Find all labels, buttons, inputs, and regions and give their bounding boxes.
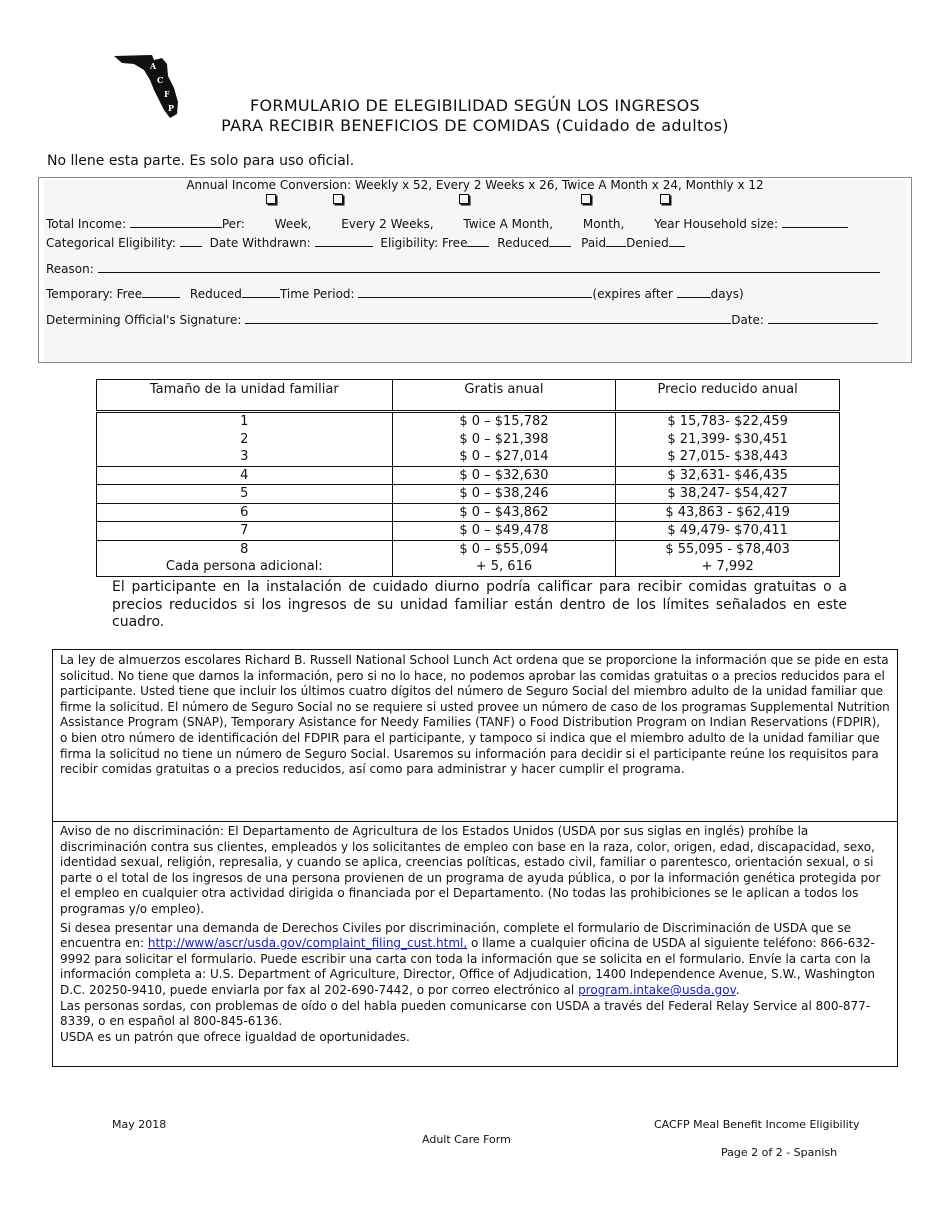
title-line-2: PARA RECIBIR BENEFICIOS DE COMIDAS (Cuidado de adultos): [221, 116, 729, 135]
freq-year: Year: [654, 217, 680, 231]
income-guidelines-table: [96, 379, 840, 577]
temporary-row: [46, 286, 744, 301]
header-reduced-annual: Precio reducido anual: [616, 380, 840, 412]
title-line-1: FORMULARIO DE ELEGIBILIDAD SEGÚN LOS INGRESOS: [250, 96, 700, 115]
table-row: [97, 431, 840, 449]
eligibility-paid-label: Paid: [581, 236, 607, 250]
para2-mid: o llame a cualquier oficina de USDA al siguiente teléfono: 866-632-9992 para solicitar el formulario. Puede escribir una carta con toda la información que se solicita en el formulario. Envíe la carta con la información completa a: U.S. Department of Agriculture, Director, Office of Adjudication, 1400 Independence Avenue, S.W., Washington D.C. 20250-9410, puede enviarla por fax al 202-690-7442, o por correo electrónico al: [60, 936, 876, 997]
table-cell: $ 21,399- $30,451: [616, 431, 840, 449]
logo-letter-c: C: [157, 75, 164, 85]
table-cell: 1: [97, 412, 393, 431]
footer-page: Page 2 of 2 - Spanish: [721, 1146, 838, 1159]
total-income-row: [46, 216, 848, 231]
para2-start: Si desea presentar una demanda de Derechos Civiles por discriminación, complete el formulario de Discriminación de USDA que se encuentra en:: [60, 920, 851, 951]
table-cell: 8: [97, 540, 393, 558]
signature-label: Determining Official's Signature:: [46, 313, 242, 327]
table-cell: $ 55,095 - $78,403: [616, 540, 840, 558]
table-cell: $ 0 – $32,630: [392, 466, 616, 485]
table-cell: $ 15,783- $22,459: [616, 412, 840, 431]
time-period-field[interactable]: [358, 286, 592, 298]
logo-letter-p: P: [168, 103, 175, 113]
table-cell: + 5, 616: [392, 558, 616, 576]
official-use-heading: No llene esta parte. Es solo para uso oficial.: [38, 152, 912, 178]
table-cell: Cada persona adicional:: [97, 558, 393, 576]
legal-notices-divider: [52, 821, 898, 822]
signature-field[interactable]: [245, 312, 731, 324]
table-cell: $ 0 – $55,094: [392, 540, 616, 558]
eligibility-reduced-field[interactable]: [549, 235, 571, 247]
privacy-notice: [60, 653, 890, 778]
checkbox-twice-a-month[interactable]: [459, 194, 469, 204]
program-intake-email-link[interactable]: program.intake@usda.gov: [578, 982, 736, 997]
footer-form-name: CACFP Meal Benefit Income Eligibility: [654, 1118, 860, 1131]
eligibility-denied-field[interactable]: [669, 235, 685, 247]
categorical-field[interactable]: [180, 235, 202, 247]
checkbox-month[interactable]: [581, 194, 591, 204]
table-row: [97, 412, 840, 431]
table-row: [97, 558, 840, 576]
reason-field[interactable]: [98, 261, 880, 273]
eligibility-free-label: Eligibility: Free: [380, 236, 468, 250]
temporary-free-field[interactable]: [142, 286, 180, 298]
total-income-label: Total Income:: [46, 217, 127, 231]
date-field[interactable]: [768, 312, 878, 324]
checkbox-year[interactable]: [660, 194, 670, 204]
table-cell: 5: [97, 485, 393, 504]
page-title: [120, 96, 830, 136]
table-row: [97, 485, 840, 504]
table-cell: $ 38,247- $54,427: [616, 485, 840, 504]
date-withdrawn-field[interactable]: [315, 235, 373, 247]
table-cell: $ 43,863 - $62,419: [616, 503, 840, 522]
per-label: Per:: [221, 217, 245, 231]
table-cell: + 7,992: [616, 558, 840, 576]
temporary-reduced-field[interactable]: [242, 286, 280, 298]
footer-center: Adult Care Form: [422, 1133, 511, 1146]
temporary-free-label: Temporary: Free: [46, 287, 143, 301]
total-income-field[interactable]: [130, 216, 222, 228]
freq-every-2-weeks: Every 2 Weeks,: [341, 217, 434, 231]
eligibility-paid-field[interactable]: [606, 235, 626, 247]
table-cell: $ 27,015- $38,443: [616, 448, 840, 466]
nondiscrimination-para-3: Las personas sordas, con problemas de oído o del habla pueden comunicarse con USDA a través del Federal Relay Service al 800-877-8339, o en español al 800-845-6136.: [60, 998, 871, 1029]
header-household-size: Tamaño de la unidad familiar: [97, 380, 393, 412]
eligibility-denied-label: Denied: [626, 236, 669, 250]
logo-letter-a: A: [150, 61, 157, 71]
nondiscrimination-notice: [60, 824, 890, 1045]
table-cell: 4: [97, 466, 393, 485]
categorical-row: [46, 235, 685, 250]
eligibility-reduced-label: Reduced: [497, 236, 550, 250]
table-cell: $ 0 – $49,478: [392, 522, 616, 541]
table-cell: 2: [97, 431, 393, 449]
date-label: Date:: [731, 313, 764, 327]
freq-week: Week,: [274, 217, 312, 231]
freq-twice-a-month: Twice A Month,: [463, 217, 554, 231]
table-cell: 3: [97, 448, 393, 466]
complaint-form-link[interactable]: http://www/ascr/usda.gov/complaint_filing_cust.html,: [147, 936, 468, 951]
table-cell: $ 0 – $38,246: [392, 485, 616, 504]
table-cell: $ 0 – $27,014: [392, 448, 616, 466]
footer-date: May 2018: [112, 1118, 167, 1131]
para2-end: .: [735, 982, 740, 997]
household-size-field[interactable]: [782, 216, 848, 228]
checkbox-week[interactable]: [266, 194, 276, 204]
table-cell: 6: [97, 503, 393, 522]
table-row: [97, 466, 840, 485]
days-label: days): [710, 287, 744, 301]
reason-row: [46, 261, 880, 276]
categorical-label: Categorical Eligibility:: [46, 236, 176, 250]
privacy-notice-text: La ley de almuerzos escolares Richard B. Russell National School Lunch Act ordena que se proporcione la información que se pide en esta solicitud. No tiene que darnos la información, pero si no lo hace, no podemos aprobar las comidas gratuitas o a precios reducidos para el participante. Usted tiene que incluir los últimos cuatro dígitos del número de Seguro Social del miembro adulto de la unidad familiar que firme la solicitud. El número de Seguro Social no se requiere si usted provee un número de caso de los programas Supplemental Nutrition Assistance Program (SNAP), Temporary Asistance for Needy Families (TANF) o Food Distribution Program on Indian Reservations (FDPIR), o bien otro número de identificación del FDPIR para el participante, y tampoco si indica que el miembro adulto de la unidad familiar que firma la solicitud no tiene un número de Seguro Social. Usaremos su información para decidir si el participante reúne los requisitos para recibir comidas gratuitas o a precios reducidos, así como para administrar y hacer cumplir el programa.: [60, 653, 890, 777]
nondiscrimination-para-4: USDA es un patrón que ofrece igualdad de oportunidades.: [60, 1029, 410, 1044]
income-conversion-note: Annual Income Conversion: Weekly x 52, Every 2 Weeks x 26, Twice A Month x 24, Monthly x 12: [186, 178, 764, 192]
eligibility-note: El participante en la instalación de cuidado diurno podría calificar para recibir comidas gratuitas o a precios reducidos si los ingresos de su unidad familiar están dentro de los límites señalados en este cuadro.: [112, 579, 847, 630]
expires-days-field[interactable]: [677, 286, 711, 298]
table-cell: $ 0 – $15,782: [392, 412, 616, 431]
table-cell: $ 32,631- $46,435: [616, 466, 840, 485]
table-row: [97, 448, 840, 466]
household-size-label: Household size:: [683, 217, 779, 231]
freq-month: Month,: [582, 217, 625, 231]
temporary-reduced-label: Reduced: [189, 287, 242, 301]
reason-label: Reason:: [46, 262, 94, 276]
time-period-label: Time Period:: [279, 287, 355, 301]
table-row: [97, 540, 840, 558]
table-row: [97, 503, 840, 522]
expires-label: (expires after: [592, 287, 673, 301]
table-cell: $ 0 – $43,862: [392, 503, 616, 522]
eligibility-free-field[interactable]: [467, 235, 489, 247]
header-free-annual: Gratis anual: [392, 380, 616, 412]
nondiscrimination-para-2: [60, 921, 890, 999]
checkbox-every-2-weeks[interactable]: [333, 194, 343, 204]
nondiscrimination-para-1: Aviso de no discriminación: El Departamento de Agricultura de los Estados Unidos (USDA por sus siglas en inglés) prohíbe la discriminación contra sus clientes, empleados y los solicitantes de empleo con base en la raza, color, origen, edad, discapacidad, sexo, identidad sexual, religión, represalia, y cuando se aplica, creencias políticas, estado civil, familiar o parentesco, orientación sexual, o si parte o el total de los ingresos de una persona provienen de un programa de ayuda pública, o por la información genética protegida por el empleo en cualquier otra actividad dirigida o financiada por el Departamento. (No todas las prohibiciones se le aplican a todos los programas y/o empleo).: [60, 824, 881, 916]
table-cell: $ 0 – $21,398: [392, 431, 616, 449]
table-cell: $ 49,479- $70,411: [616, 522, 840, 541]
date-withdrawn-label: Date Withdrawn:: [209, 236, 311, 250]
logo-letter-f: F: [164, 89, 170, 99]
table-cell: 7: [97, 522, 393, 541]
table-row: [97, 522, 840, 541]
signature-row: [46, 312, 878, 327]
